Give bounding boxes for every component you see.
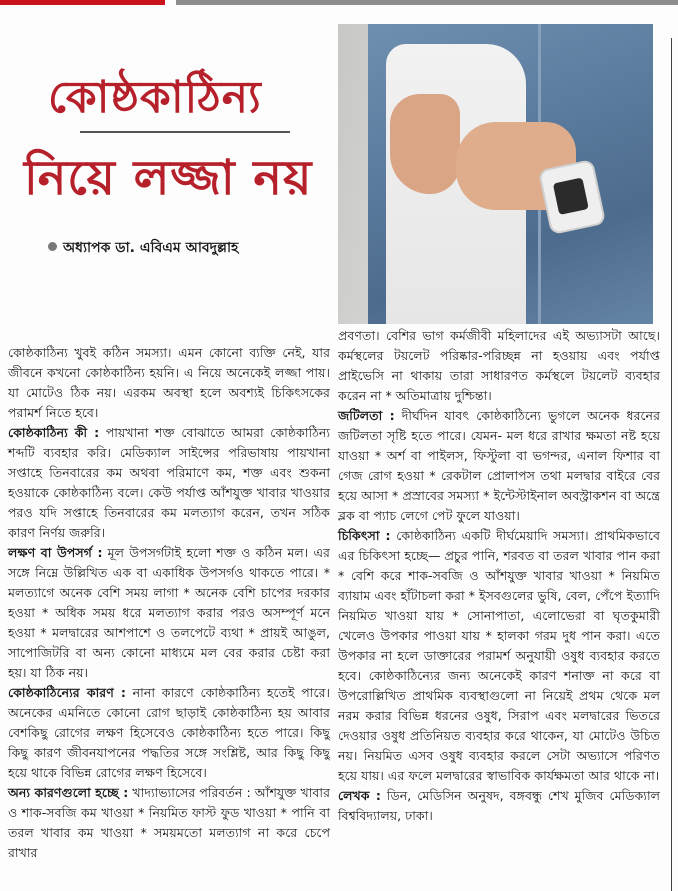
- section-text: দীর্ঘদিন যাবৎ কোষ্ঠকাঠিন্যে ভুগলে অনেক ধরনের জটিলতা সৃষ্টি হতে পারে। যেমন- মল ধরে রাখার ক্ষমতা নষ্ট হয়ে যাওয়া * অর্শ বা পাইলস, ফিস্টুলা বা ভগন্দর, এনাল ফিশার বা গেজ রোগ হওয়া * রেকটাল প্রোলাপস তথা মলদ্বার বাইরে বের হয়ে আসা * প্রস্রাবের সমস্যা * ইন্টেস্টাইনাল অবস্ট্রাকশন বা অন্ত্রে ব্লক বা প্যাচ লেগে পেট ফুলে যাওয়া।: [338, 408, 660, 523]
- byline: [48, 236, 238, 260]
- section-what: [8, 423, 330, 543]
- section-heading: লেখক :: [338, 788, 381, 803]
- headline-line-1: কোষ্ঠকাঠিন্য: [48, 72, 262, 123]
- bullet-icon: [48, 242, 57, 251]
- top-bar-gray: [176, 0, 678, 5]
- article-column-right: [338, 326, 660, 826]
- headline-line-2: নিয়ে লজ্জা নয়: [24, 150, 313, 206]
- section-heading: অন্য কারণগুলো হচ্ছে :: [8, 785, 129, 800]
- section-text: কোষ্ঠকাঠিন্য একটি দীর্ঘমেয়াদি সমস্যা। প্রাথমিকভাবে এর চিকিৎসা হচ্ছে— প্রচুর পানি, শরবত বা তরল খাবার পান করা * বেশি করে শাক-সবজি ও আঁশযুক্ত খাবার খাওয়া * নিয়মিত ব্যায়াম এবং হাঁটাচলা করা * ইসবগুলের ভুষি, বেল, পেঁপে ইত্যাদি নিয়মিত খাওয়া যায় * সোনাপাতা, এলোভেরা বা ঘৃতকুমারী খেলেও উপকার পাওয়া যায় * হালকা গরম দুধ পান করা। এতে উপকার না হলে ডাক্তারের পরামর্শ অনুযায়ী ওষুধ ব্যবহার করতে হবে। কোষ্ঠকাঠিন্যের জন্য অনেকেই কারণ শনাক্ত না করে বা উপরোল্লিখিত প্রাথমিক ব্যবস্থাগুলো না নিয়েই প্রথম থেকে মল নরম করার বিভিন্ন ধরনের ওষুধ, সিরাপ এবং মলদ্বারের ভিতরে দেওয়ার ওষুধ প্রতিনিয়ত ব্যবহার করে থাকেন, যা মোটেও উচিত নয়। নিয়মিত এসব ওষুধ ব্যবহার করলে সেটা অভ্যাসে পরিণত হয়ে যায়। এর ফলে মলদ্বারের স্বাভাবিক কার্যক্ষমতা আর থাকে না।: [338, 528, 660, 783]
- section-text: ডিন, মেডিসিন অনুষদ, বঙ্গবন্ধু শেখ মুজিব মেডিক্যাল বিশ্ববিদ্যালয়, ঢাকা।: [338, 788, 660, 823]
- section-causes: [8, 683, 330, 783]
- top-bar-red: [0, 0, 165, 5]
- section-author: [338, 786, 660, 826]
- section-symptoms: [8, 543, 330, 683]
- article-photo: [338, 24, 653, 324]
- article-column-left: [8, 343, 330, 863]
- photo-hand-left: [390, 94, 460, 194]
- smartwatch-face: [553, 177, 589, 215]
- section-heading: চিকিৎসা :: [338, 528, 391, 543]
- section-text: পায়খানা শক্ত বোঝাতে আমরা কোষ্ঠকাঠিন্য শব্দটি ব্যবহার করি। মেডিক্যাল সাইন্সের পরিভাষায় পায়খানা সপ্তাহে তিনবারের কম অথবা পরিমাণে কম, শক্ত এবং শুকনা হওয়াকে কোষ্ঠকাঠিন্য বলে। কেউ পর্যাপ্ত আঁশযুক্ত খাবার খাওয়ার পরও যদি সপ্তাহে তিনবারের কম মলত্যাগ করেন, তখন সঠিক কারণ নির্ণয় জরুরি।: [8, 425, 330, 540]
- headline-rule: [80, 131, 290, 133]
- section-treatment: [338, 526, 660, 786]
- section-heading: লক্ষণ বা উপসর্গ :: [8, 545, 103, 560]
- section-heading: কোষ্ঠকাঠিন্য কী :: [8, 425, 100, 440]
- section-text: খাদ্যাভ্যাসের পরিবর্তন : আঁশযুক্ত খাবার ও শাক-সবজি কম খাওয়া * নিয়মিত ফাস্ট ফুড খাওয়া * পানি বা তরল খাবার কম খাওয়া * সময়মতো মলত্যাগ না করে চেপে রাখার: [8, 785, 331, 860]
- author-name: অধ্যাপক ডা. এবিএম আবদুল্লাহ: [63, 240, 239, 256]
- right-divider: [671, 38, 672, 891]
- section-heading: জটিলতা :: [338, 408, 395, 423]
- continued-paragraph: প্রবণতা। বেশির ভাগ কর্মজীবী মহিলাদের এই অভ্যাসটা আছে। কর্মস্থলের টয়লেট পরিষ্কার-পরিচ্ছন্ন না হওয়ায় এবং পর্যাপ্ত প্রাইভেসি না থাকায় তারা সাধারণত কর্মস্থলে টয়লেট ব্যবহার করেন না * অতিমাত্রায় দুশ্চিন্তা।: [338, 328, 660, 403]
- section-heading: কোষ্ঠকাঠিন্যের কারণ :: [8, 685, 126, 700]
- section-other-causes: [8, 783, 330, 863]
- section-text: মূল উপসর্গটাই হলো শক্ত ও কঠিন মল। এর সঙ্গে নিম্নে উল্লিখিত এক বা একাধিক উপসর্গও থাকতে পারে। * মলত্যাগে অনেক বেশি সময় লাগা * অনেক বেশি চাপের দরকার হওয়া * অধিক সময় ধরে মলত্যাগ করার পরও অসম্পূর্ণ মনে হওয়া * মলদ্বারের আশপাশে ও তলপেটে ব্যথা * প্রায়ই আঙুল, সাপোজিটরি বা অন্য কোনো মাধ্যমে মল বের করার চেষ্টা করা হয়। যা ঠিক নয়।: [8, 545, 330, 680]
- section-complications: [338, 406, 660, 526]
- section-text: নানা কারণে কোষ্ঠকাঠিন্য হতেই পারে। অনেকের এমনিতে কোনো রোগ ছাড়াই কোষ্ঠকাঠিন্য হয় আবার বেশকিছু রোগের লক্ষণ হিসেবেও কোষ্ঠকাঠিন্য হতে পারে। কিছু কিছু কারণ জীবনযাপনের পদ্ধতির সঙ্গে সংশ্লিষ্ট, আর কিছু কিছু হয়ে থাকে বিভিন্ন রোগের লক্ষণ হিসেবে।: [8, 685, 330, 780]
- intro-paragraph: কোষ্ঠকাঠিন্য খুবই কঠিন সমস্যা। এমন কোনো ব্যক্তি নেই, যার জীবনে কখনো কোষ্ঠকাঠিন্য হয়নি। এ নিয়ে অনেকেই লজ্জা পায়। যা মোটেও ঠিক নয়। এরকম অবস্থা হলে অবশ্যই চিকিৎসকের পরামর্শ নিতে হবে।: [8, 345, 330, 420]
